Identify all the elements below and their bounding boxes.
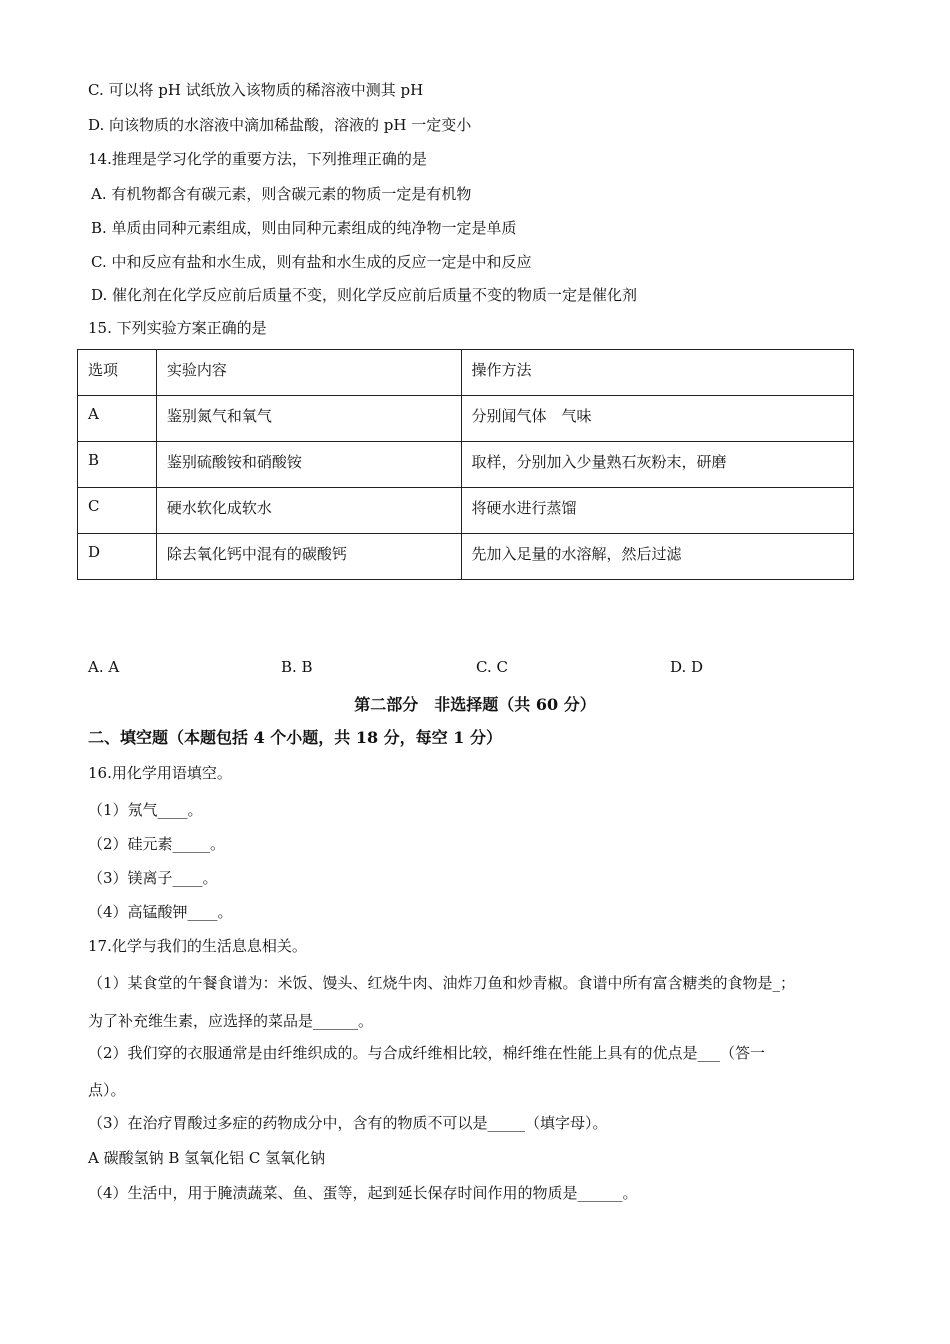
q17-item-4: （4）生活中，用于腌渍蔬菜、鱼、蛋等，起到延长保存时间作用的物质是______。: [88, 1184, 638, 1202]
q14-option-c: C. 中和反应有盐和水生成，则有盐和水生成的反应一定是中和反应: [91, 253, 532, 271]
q13-option-c: C. 可以将 pH 试纸放入该物质的稀溶液中测其 pH: [88, 81, 424, 99]
q14-option-d: D. 催化剂在化学反应前后质量不变，则化学反应前后质量不变的物质一定是催化剂: [91, 286, 638, 304]
table-cell: 分别闻气体 气味: [461, 396, 854, 442]
table-cell: 鉴别氮气和氧气: [156, 396, 461, 442]
table-row: [78, 396, 854, 442]
table-header-cell: 选项: [78, 350, 157, 396]
table-header-row: [78, 350, 854, 396]
q15-option-a: A. A: [88, 658, 120, 676]
q15-stem: 15. 下列实验方案正确的是: [88, 319, 267, 337]
q15-option-c: C. C: [476, 658, 508, 676]
table-row: [78, 488, 854, 534]
table-cell: 鉴别硫酸铵和硝酸铵: [156, 442, 461, 488]
q15-options: [0, 658, 950, 678]
table-row: [78, 534, 854, 580]
table-cell: D: [78, 534, 157, 580]
q16-stem: 16.用化学用语填空。: [88, 764, 232, 782]
q14-option-a: A. 有机物都含有碳元素，则含碳元素的物质一定是有机物: [91, 185, 472, 203]
q17-item-3-options: A 碳酸氢钠 B 氢氧化铝 C 氢氧化钠: [88, 1149, 326, 1167]
table-cell: A: [78, 396, 157, 442]
q16-item-2: （2）硅元素_____。: [88, 835, 226, 853]
q15-option-b: B. B: [281, 658, 313, 676]
table-cell: 除去氧化钙中混有的碳酸钙: [156, 534, 461, 580]
table-cell: C: [78, 488, 157, 534]
q15-option-d: D. D: [670, 658, 704, 676]
q17-item-3: （3）在治疗胃酸过多症的药物成分中，含有的物质不可以是_____（填字母）。: [88, 1114, 608, 1132]
q14-stem: 14.推理是学习化学的重要方法，下列推理正确的是: [88, 150, 427, 168]
table-cell: 硬水软化成软水: [156, 488, 461, 534]
q17-item-2-cont: 点）。: [88, 1081, 126, 1099]
part2-title: 第二部分 非选择题（共 60 分）: [354, 695, 596, 714]
table-cell: 将硬水进行蒸馏: [461, 488, 854, 534]
section-heading: 二、填空题（本题包括 4 个小题，共 18 分，每空 1 分）: [88, 728, 502, 747]
table-cell: 先加入足量的水溶解，然后过滤: [461, 534, 854, 580]
q17-item-2: （2）我们穿的衣服通常是由纤维织成的。与合成纤维相比较，棉纤维在性能上具有的优点是___（答一: [88, 1044, 766, 1062]
table-cell: B: [78, 442, 157, 488]
q16-item-3: （3）镁离子____。: [88, 869, 218, 887]
table-row: [78, 442, 854, 488]
table-header-cell: 实验内容: [156, 350, 461, 396]
table-cell: 取样，分别加入少量熟石灰粉末，研磨: [461, 442, 854, 488]
q13-option-d: D. 向该物质的水溶液中滴加稀盐酸，溶液的 pH 一定变小: [88, 116, 472, 134]
q17-stem: 17.化学与我们的生活息息相关。: [88, 937, 307, 955]
q14-option-b: B. 单质由同种元素组成，则由同种元素组成的纯净物一定是单质: [91, 219, 517, 237]
q15-table: [77, 349, 854, 580]
q16-item-1: （1）氖气____。: [88, 801, 203, 819]
q17-item-1-cont: 为了补充维生素，应选择的菜品是______。: [88, 1012, 374, 1030]
q17-item-1: （1）某食堂的午餐食谱为：米饭、馒头、红烧牛肉、油炸刀鱼和炒青椒。食谱中所有富含糖类的食物是_；: [88, 974, 796, 992]
q16-item-4: （4）高锰酸钾____。: [88, 903, 233, 921]
table-header-cell: 操作方法: [461, 350, 854, 396]
